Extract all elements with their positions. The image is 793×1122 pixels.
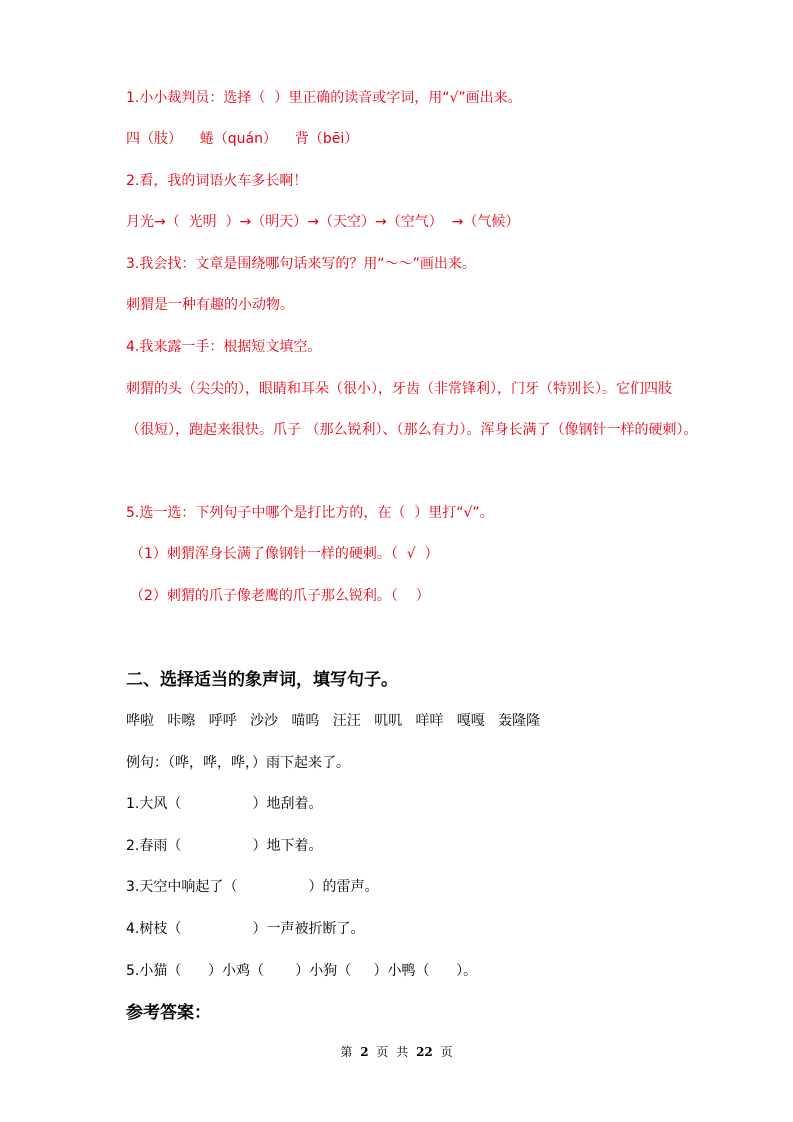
q4-title: 4.我来露一手：根据短文填空。 [126, 339, 322, 355]
fill-item-4: 4.树枝（ ）一声被折断了。 [126, 921, 365, 937]
q3-title: 3.我会找：文章是围绕哪句话来写的？用“～～”画出来。 [126, 256, 476, 272]
footer-word-gong: 共 [396, 1045, 409, 1059]
footer-word-ye-2: 页 [440, 1045, 453, 1059]
example-sentence: 例句：（哗，哗，哗，）雨下起来了。 [126, 755, 350, 771]
q5-title: 5.选一选：下列句子中哪个是打比方的，在（ ）里打“√”。 [126, 505, 494, 521]
q3-answer: 刺猬是一种有趣的小动物。 [126, 297, 294, 313]
fill-item-2: 2.春雨（ ）地下着。 [126, 838, 323, 854]
page-footer [0, 1043, 793, 1060]
q5-option-1: （1）刺猬浑身长满了像钢针一样的硬刺。（ √ ） [130, 546, 439, 562]
fill-item-1: 1.大风（ ）地刮着。 [126, 796, 323, 812]
q2-title: 2.看，我的词语火车多长啊！ [126, 173, 308, 189]
q2-answer: 月光→（ 光明 ）→（明天）→（天空）→（空气） →（气候） [126, 214, 520, 230]
q1-title: 1.小小裁判员：选择（ ）里正确的读音或字词，用“√”画出来。 [126, 90, 522, 106]
q4-answer-paragraph: 刺猬的头（尖尖的），眼睛和耳朵（很小），牙齿（非常锋利），门牙（特别长）。它们四肢（很短），跑起来很快。爪子 （那么锐利）、（那么有力）。浑身长满了（像钢针一样的硬刺）。 [126, 381, 698, 438]
footer-page-number: 2 [360, 1045, 369, 1059]
section2-heading: 二、选择适当的象声词，填写句子。 [126, 670, 398, 690]
fill-item-3: 3.天空中响起了（ ）的雷声。 [126, 879, 379, 895]
q1-answer: 四（肢） 蜷（quán） 背（bēi） [126, 131, 359, 147]
answers-heading: 参考答案： [126, 1003, 211, 1023]
fill-item-5: 5.小猫（ ）小鸡（ ）小狗（ ）小鸭（ ）。 [126, 963, 478, 979]
footer-word-di: 第 [340, 1045, 353, 1059]
q5-option-2: （2）刺猬的爪子像老鹰的爪子那么锐利。（ ） [130, 588, 430, 604]
footer-total-pages: 22 [416, 1045, 433, 1059]
onomatopoeia-word-bank: 哗啦 咔嚓 呼呼 沙沙 喵呜 汪汪 叽叽 咩咩 嘎嘎 轰隆隆 [126, 713, 541, 729]
footer-word-ye: 页 [376, 1045, 389, 1059]
